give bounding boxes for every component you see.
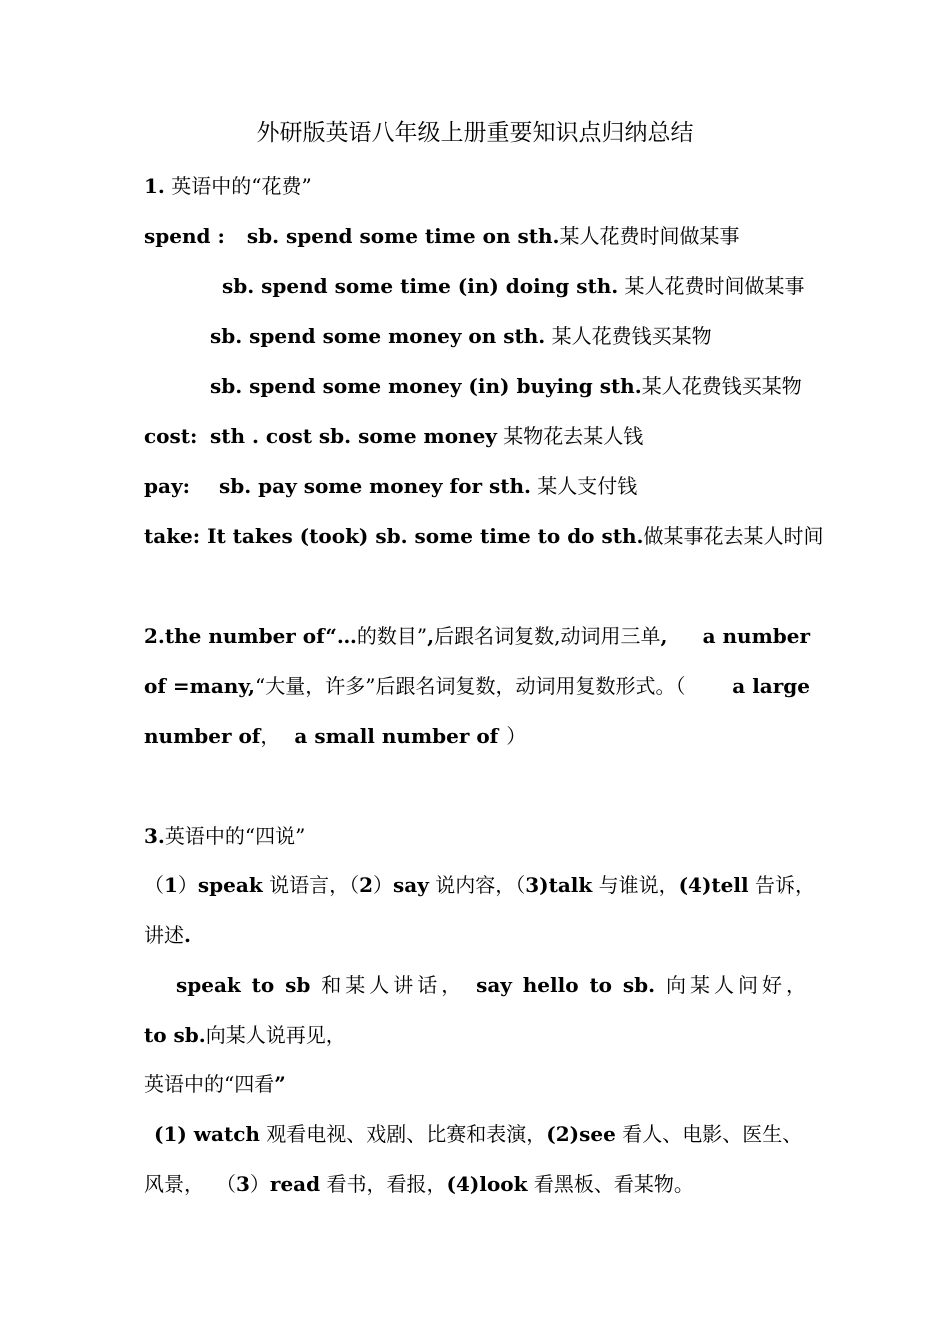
spend-pattern-4: sb. spend some money (in) buying sth. xyxy=(210,374,642,398)
spend-pattern-3: sb. spend some money on sth. xyxy=(210,324,546,348)
spend-pattern-2: sb. spend some time (in) doing sth. xyxy=(222,274,619,298)
example-meaning: 向某人问好， xyxy=(665,973,810,997)
section-1-heading xyxy=(144,172,312,200)
pay-meaning: 某人支付钱 xyxy=(530,474,638,498)
spend-line-3 xyxy=(210,322,712,350)
spend-line-1 xyxy=(144,222,739,250)
quote: ” xyxy=(274,1072,286,1096)
example-word: to sb. xyxy=(144,1023,206,1047)
spend-line-4 xyxy=(210,372,802,400)
comma: , xyxy=(660,624,668,648)
take-meaning: 做某事花去某人时间 xyxy=(643,524,824,548)
cost-meaning: 某物花去某人钱 xyxy=(496,424,644,448)
say-line-1 xyxy=(144,871,815,899)
number-of: number of xyxy=(144,724,261,748)
a-number: a number xyxy=(702,624,810,648)
section-title: 英语中的“花费” xyxy=(164,174,312,198)
number-line-2 xyxy=(144,672,810,700)
cost-label: cost: xyxy=(144,424,198,448)
example-meaning: 和某人讲话， xyxy=(321,973,466,997)
spend-label: spend : xyxy=(144,224,225,248)
comma: , xyxy=(554,624,561,648)
number-line-2-left xyxy=(144,672,685,700)
section-3-heading xyxy=(144,822,305,850)
cost-line xyxy=(144,422,643,450)
example-word: to xyxy=(251,973,275,997)
page-title: 外研版英语八年级上册重要知识点归纳总结 xyxy=(256,120,694,146)
the-number-of: 2.the number of“… xyxy=(144,624,357,648)
number-line-1 xyxy=(144,622,810,650)
section-title: 英语中的“四说” xyxy=(164,824,306,848)
comma: , xyxy=(427,624,435,648)
example-line-1 xyxy=(176,971,810,999)
say-line-2 xyxy=(144,921,191,949)
spend-line-2 xyxy=(222,272,805,300)
pay-line xyxy=(144,472,637,500)
period: . xyxy=(184,923,191,947)
paren: ） xyxy=(506,724,527,748)
number-line-1-left xyxy=(144,622,667,650)
pay-label: pay: xyxy=(144,474,190,498)
watch-line-2: 风景， （3）read 看书，看报，(4)look 看黑板、看某物。 xyxy=(144,1172,694,1196)
number-line-3 xyxy=(144,722,526,750)
spend-meaning-1: 某人花费时间做某事 xyxy=(559,224,740,248)
watch-line-1-text: (1) watch 观看电视、戏剧、比赛和表演，(2)see 看人、电影、医生、 xyxy=(154,1122,803,1146)
watch-line-1 xyxy=(154,1120,810,1148)
take-pattern: take: It takes (took) sb. some time to do sth. xyxy=(144,524,644,548)
say-line-1-text: （1）speak 说语言，（2）say 说内容，（3)talk 与谁说，(4)tell 告诉， xyxy=(144,873,815,897)
example-line-2 xyxy=(144,1021,346,1049)
section-number: 1. xyxy=(144,174,165,198)
pay-pattern: sb. pay some money for sth. xyxy=(219,474,531,498)
spend-meaning-3: 某人花费钱买某物 xyxy=(545,324,712,348)
example-word: sb. xyxy=(622,973,656,997)
example-word: to xyxy=(589,973,613,997)
cost-pattern: sth . cost sb. some money xyxy=(210,424,497,448)
example-word: sb xyxy=(285,973,311,997)
comma: ， xyxy=(260,724,281,748)
a-large: a large xyxy=(732,674,810,698)
rule-text: 后跟名词复数 xyxy=(434,624,555,648)
look-heading-text: 英语中的“四看 xyxy=(144,1072,275,1096)
spend-meaning-4: 某人花费钱买某物 xyxy=(641,374,802,398)
meaning-text: 的数目” xyxy=(356,624,428,648)
example-word: say xyxy=(476,973,512,997)
take-line xyxy=(144,522,823,550)
spend-meaning-2: 某人花费时间做某事 xyxy=(618,274,805,298)
example-meaning: 向某人说再见， xyxy=(205,1023,346,1047)
of-many: of =many, xyxy=(144,674,255,698)
look-heading xyxy=(144,1070,286,1098)
a-small-number-of: a small number of xyxy=(294,724,499,748)
section-number: 3. xyxy=(144,824,165,848)
say-line-2-text: 讲述 xyxy=(144,923,184,947)
example-word: speak xyxy=(176,973,241,997)
spend-pattern-1: sb. spend some time on sth. xyxy=(246,224,560,248)
example-word: hello xyxy=(522,973,579,997)
rule-text: “大量，许多”后跟名词复数，动词用复数形式。（ xyxy=(255,674,686,698)
rule-text: 动词用三单 xyxy=(560,624,661,648)
